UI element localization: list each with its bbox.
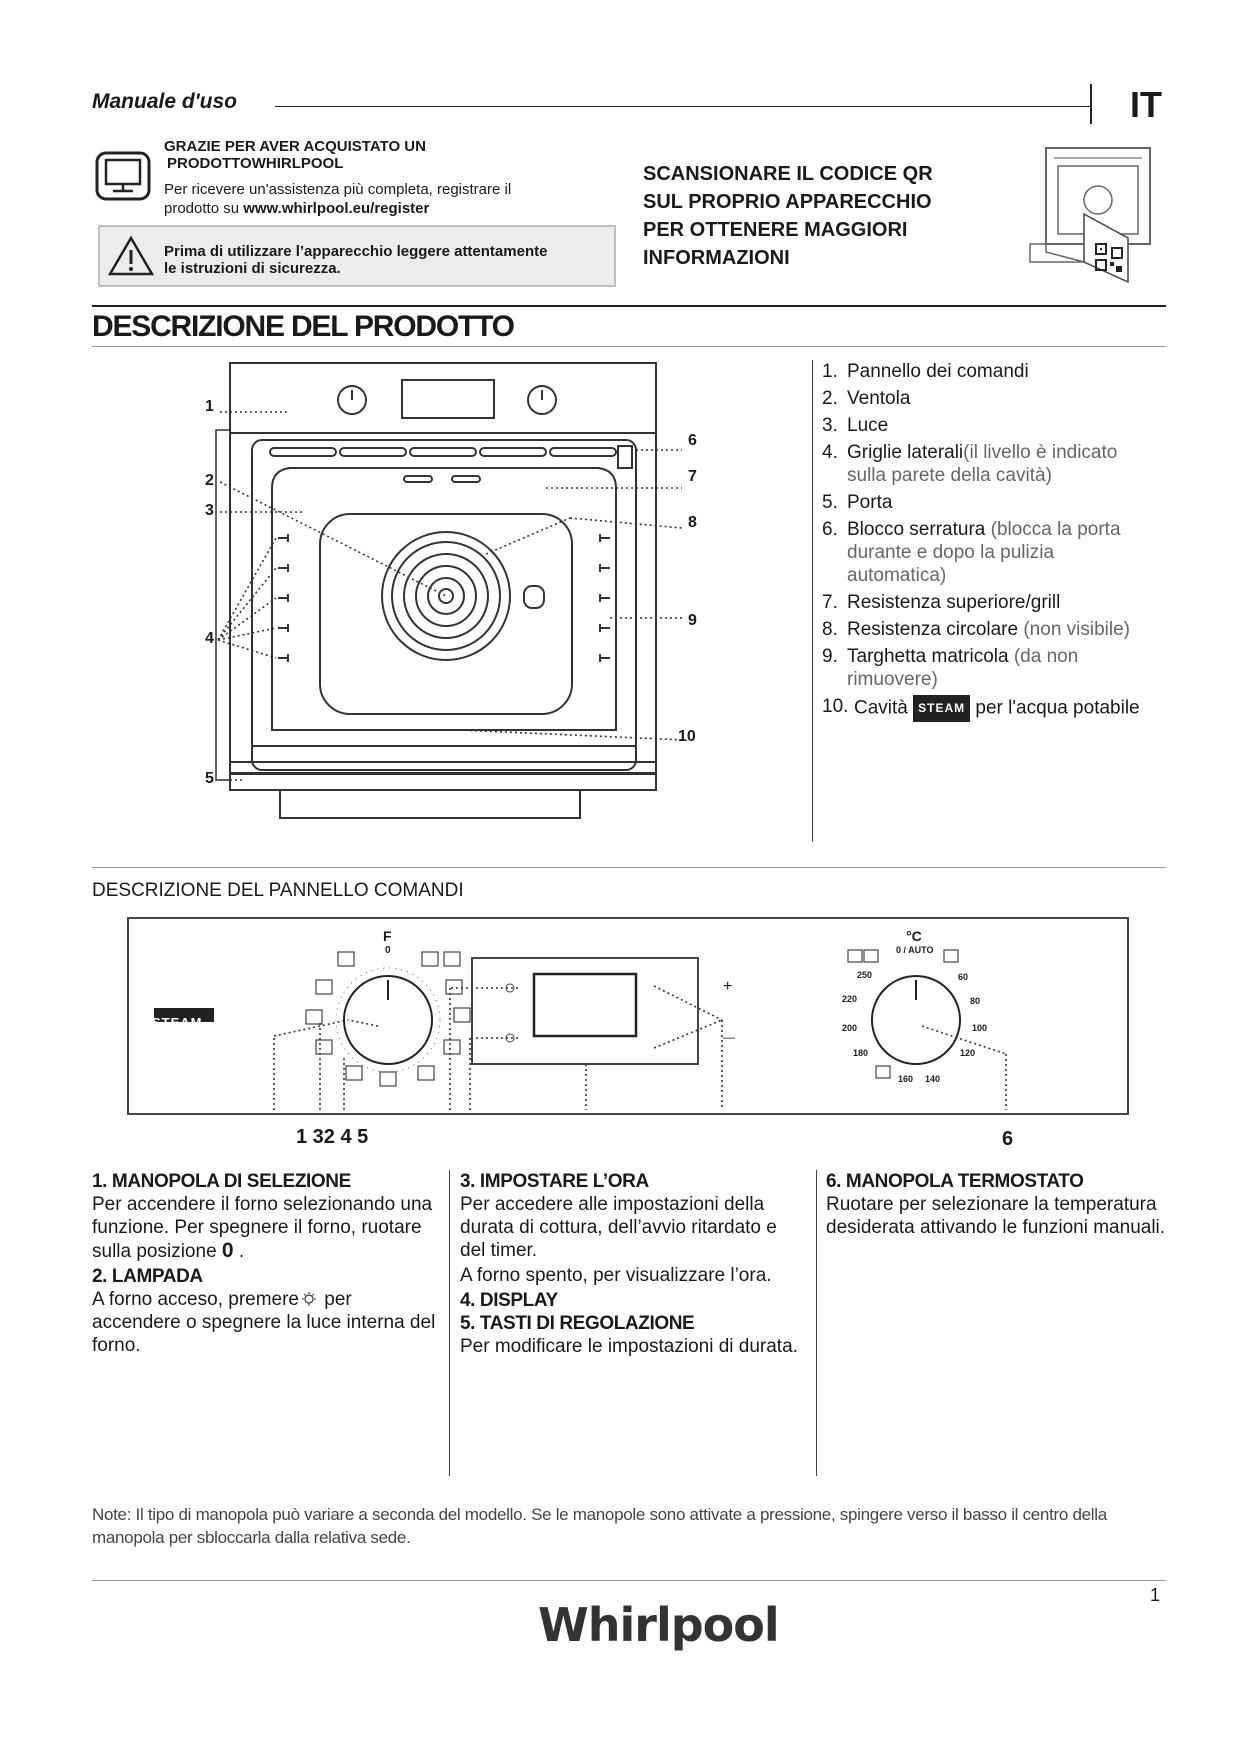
section-rule-top (92, 305, 1166, 307)
thermostat-text: Ruotare per selezionare la temperatura desiderata attivando le funzioni manuali. (826, 1194, 1166, 1238)
callout-10: 10 (678, 728, 696, 745)
part-note: (il livello è indicato sulla parete della cavità) (847, 442, 1118, 486)
header-divider (1090, 84, 1092, 124)
control-panel-diagram (126, 916, 1132, 1116)
callout-4: 4 (205, 630, 214, 647)
time-heading: 3. IMPOSTARE L’ORA (460, 1171, 649, 1192)
part-item (822, 518, 1152, 587)
part-number: 3. (822, 415, 838, 436)
panel-callouts-left: 1 32 4 5 (296, 1126, 369, 1148)
register-text (164, 180, 584, 218)
callout-9: 9 (688, 612, 697, 629)
part-label: Porta (847, 492, 893, 513)
part-label: Griglie laterali (847, 442, 964, 463)
part-number: 5. (822, 492, 838, 513)
part-label: Resistenza superiore/grill (847, 592, 1061, 613)
temp-200: 200 (842, 1023, 858, 1033)
column-time (460, 1170, 805, 1360)
part-item (822, 414, 1152, 437)
thermostat-label: °C (906, 928, 922, 944)
footer-rule (92, 1580, 1166, 1581)
part-note: per l'acqua potabile (975, 697, 1140, 719)
part-note: (non visibile) (1018, 619, 1131, 640)
part-label: Resistenza circolare (847, 619, 1019, 640)
parts-list (822, 360, 1152, 726)
adjust-keys-text: Per modificare le impostazioni di durata. (460, 1336, 798, 1357)
computer-monitor-icon (94, 150, 152, 202)
column-selector (92, 1170, 437, 1359)
safety-warning-text (164, 243, 604, 277)
whirlpool-logo: Whirlpool (538, 1598, 779, 1652)
steam-badge: STEAM (913, 695, 970, 722)
part-number: 8. (822, 619, 838, 640)
selector-text (92, 1193, 437, 1263)
part-note: (blocca la porta durante e dopo la pulizia automatica) (847, 519, 1121, 586)
lamp-text-pre: A forno acceso, premere (92, 1289, 299, 1310)
parts-divider (812, 360, 813, 842)
callout-5: 5 (205, 770, 214, 787)
temp-180: 180 (853, 1048, 869, 1058)
qr-line3: PER OTTENERE MAGGIORI (643, 219, 908, 241)
part-number: 6. (822, 519, 838, 540)
qr-line2: SUL PROPRIO APPARECCHIO (643, 191, 932, 213)
part-item (822, 695, 1152, 722)
register-text-line2: prodotto su (164, 200, 244, 217)
selector-text-end: . (238, 1241, 245, 1262)
header-rule (275, 106, 1090, 107)
temp-120: 120 (960, 1048, 976, 1058)
time-text-off: A forno spento, per visualizzare l’ora. (460, 1265, 772, 1286)
callout-1: 1 (205, 398, 214, 415)
lamp-heading: 2. LAMPADA (92, 1266, 203, 1287)
column-divider (816, 1170, 817, 1476)
part-label: Blocco serratura (847, 519, 986, 540)
temp-60: 60 (958, 972, 969, 982)
safety-warning-line1: Prima di utilizzare l’apparecchio leggere attentamente (164, 243, 548, 260)
temp-80: 80 (970, 996, 981, 1006)
thermostat-zero: 0 / AUTO (896, 945, 934, 955)
section-rule-bottom (92, 346, 1166, 347)
lamp-text (92, 1288, 437, 1357)
callout-3: 3 (205, 502, 214, 519)
manual-title: Manuale d'uso (92, 90, 238, 113)
temp-160: 160 (898, 1074, 914, 1084)
product-description-title: DESCRIZIONE DEL PRODOTTO (92, 310, 514, 343)
part-item (822, 591, 1152, 614)
thanks-heading-line1: GRAZIE PER AVER ACQUISTATO UN (164, 138, 426, 155)
panel-callout-right: 6 (1002, 1128, 1014, 1150)
lamp-text-post: per accendere o spegnere la luce interna del forno. (92, 1289, 436, 1356)
thanks-heading-line2: PRODOTTOWHIRLPOOL (167, 155, 344, 172)
part-item (822, 491, 1152, 514)
selector-knob-label: F (383, 928, 392, 944)
panel-section-rule (92, 867, 1166, 868)
oven-qr-illustration (1024, 144, 1170, 284)
selector-knob-zero: 0 (385, 945, 391, 956)
part-item (822, 387, 1152, 410)
callout-8: 8 (688, 514, 697, 531)
selector-text-body: Per accendere il forno selezionando una funzione. Per spegnere il forno, ruotare sulla posizione (92, 1194, 433, 1262)
part-label: Ventola (847, 388, 911, 409)
lamp-icon (299, 1291, 319, 1307)
language-code: IT (1130, 84, 1162, 125)
part-item (822, 360, 1152, 383)
part-number: 1. (822, 361, 838, 382)
temp-220: 220 (842, 994, 858, 1004)
qr-line4: INFORMAZIONI (643, 247, 790, 269)
part-number: 9. (822, 646, 838, 667)
callout-2: 2 (205, 472, 214, 489)
warning-triangle-icon (108, 235, 154, 277)
qr-instructions (643, 160, 983, 272)
callout-6: 6 (688, 432, 697, 449)
minus-key: — (723, 1030, 735, 1044)
part-label: Cavità (854, 697, 908, 719)
column-thermostat (826, 1170, 1171, 1241)
time-text: Per accedere alle impostazioni della durata di cottura, dell’avvio ritardato e del timer. (460, 1194, 777, 1261)
temp-140: 140 (925, 1074, 941, 1084)
part-label: Pannello dei comandi (847, 361, 1029, 382)
oven-diagram (190, 358, 710, 848)
part-number: 4. (822, 442, 838, 463)
callout-7: 7 (688, 468, 697, 485)
column-divider (449, 1170, 450, 1476)
register-text-line1: Per ricevere un'assistenza più completa, registrare il (164, 181, 512, 198)
temp-250: 250 (857, 970, 873, 980)
part-number: 10. (822, 696, 849, 717)
part-label: Targhetta matricola (847, 646, 1009, 667)
thanks-heading (164, 138, 426, 172)
part-item (822, 645, 1152, 691)
control-panel-title: DESCRIZIONE DEL PANNELLO COMANDI (92, 880, 464, 901)
plus-key: + (723, 978, 733, 995)
register-link[interactable]: www.whirlpool.eu/register (243, 200, 430, 217)
page-number: 1 (1150, 1585, 1161, 1605)
part-label: Luce (847, 415, 889, 436)
display-heading: 4. DISPLAY (460, 1290, 558, 1311)
part-number: 2. (822, 388, 838, 409)
part-note: (da non rimuovere) (847, 646, 1079, 690)
safety-warning-line2: le istruzioni di sicurezza. (164, 260, 341, 277)
selector-heading: 1. MANOPOLA DI SELEZIONE (92, 1171, 351, 1192)
adjust-keys-heading: 5. TASTI DI REGOLAZIONE (460, 1313, 695, 1334)
panel-steam-label: STEAM (152, 1015, 203, 1030)
part-item (822, 441, 1152, 487)
temp-100: 100 (972, 1023, 988, 1033)
note-text: Note: Il tipo di manopola può variare a seconda del modello. Se le manopole sono attivate a pressione, spingere verso il basso il centro della manopola per sbloccarla dalla relativa sede. (92, 1505, 1107, 1547)
qr-line1: SCANSIONARE IL CODICE QR (643, 163, 933, 185)
thermostat-heading: 6. MANOPOLA TERMOSTATO (826, 1171, 1084, 1192)
part-number: 7. (822, 592, 838, 613)
off-position-symbol: 0 (221, 1239, 234, 1262)
part-item (822, 618, 1152, 641)
